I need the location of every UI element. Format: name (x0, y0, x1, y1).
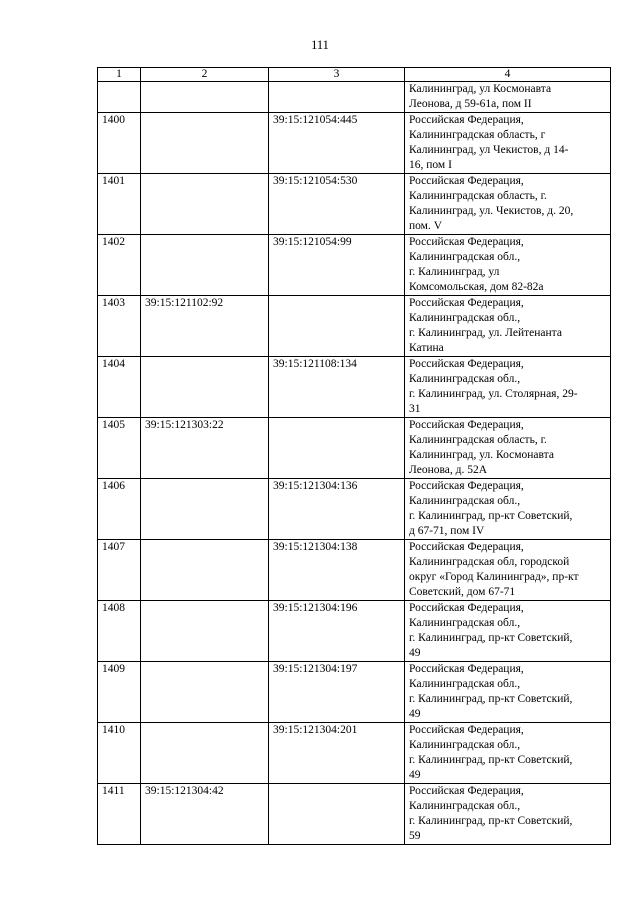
row-number-cell: 1403 (98, 296, 141, 357)
address-cell (405, 357, 611, 418)
address-line: г. Калининград, пр-кт Советский, (409, 632, 573, 644)
address-line: Калининградская обл., (409, 312, 521, 324)
row-number-cell: 1407 (98, 540, 141, 601)
address-line: Российская Федерация, (409, 419, 524, 431)
address-line: г. Калининград, ул. Столярная, 29- (409, 388, 578, 400)
cadastral-number-cell (141, 235, 269, 296)
cadastral-number-cell (269, 82, 405, 113)
cadastral-number-cell (141, 357, 269, 418)
cadastral-number-cell: 39:15:121303:22 (141, 418, 269, 479)
address-line: г. Калининград, ул. Лейтенанта (409, 327, 562, 339)
cadastral-number-cell: 39:15:121304:197 (269, 662, 405, 723)
address-cell (405, 418, 611, 479)
cadastral-number-cell: 39:15:121304:196 (269, 601, 405, 662)
table-row (98, 723, 611, 784)
address-line: Калининградская обл., (409, 373, 521, 385)
cadastral-number-cell (141, 113, 269, 174)
address-cell (405, 662, 611, 723)
address-line: 49 (409, 769, 421, 781)
table-row (98, 601, 611, 662)
row-number-cell: 1408 (98, 601, 141, 662)
cadastral-number-cell: 39:15:121304:136 (269, 479, 405, 540)
column-header-1: 1 (98, 68, 141, 82)
row-number-cell: 1401 (98, 174, 141, 235)
address-line: 31 (409, 403, 421, 415)
address-line: Калининградская обл., (409, 800, 521, 812)
address-line: г. Калининград, пр-кт Советский, (409, 693, 573, 705)
table-row (98, 662, 611, 723)
address-line: Российская Федерация, (409, 541, 524, 553)
address-line: 16, пом I (409, 159, 452, 171)
table-row (98, 174, 611, 235)
row-number-cell: 1402 (98, 235, 141, 296)
address-line: округ «Город Калининград», пр-кт (409, 571, 579, 583)
table-row (98, 296, 611, 357)
address-line: Комсомольская, дом 82-82а (409, 281, 544, 293)
cadastral-number-cell: 39:15:121054:445 (269, 113, 405, 174)
cadastral-number-cell (269, 784, 405, 845)
column-header-4: 4 (405, 68, 611, 82)
address-line: Леонова, д 59-61а, пом II (409, 98, 532, 110)
address-line: Российская Федерация, (409, 724, 524, 736)
row-number-cell: 1411 (98, 784, 141, 845)
cadastral-number-cell (141, 82, 269, 113)
cadastral-number-cell (141, 540, 269, 601)
address-line: 49 (409, 708, 421, 720)
cadastral-number-cell: 39:15:121054:99 (269, 235, 405, 296)
address-line: Российская Федерация, (409, 358, 524, 370)
address-cell (405, 113, 611, 174)
address-line: Калининград, ул. Чекистов, д. 20, (409, 205, 574, 217)
address-line: пом. V (409, 220, 443, 232)
address-line: Калининградская обл, городской (409, 556, 570, 568)
table-row (98, 784, 611, 845)
address-line: Российская Федерация, (409, 236, 524, 248)
address-line: Российская Федерация, (409, 297, 524, 309)
address-line: 59 (409, 830, 421, 842)
address-line: Российская Федерация, (409, 175, 524, 187)
address-line: г. Калининград, ул (409, 266, 500, 278)
address-line: Леонова, д. 52А (409, 464, 488, 476)
address-line: Катина (409, 342, 444, 354)
row-number-cell: 1409 (98, 662, 141, 723)
address-cell (405, 479, 611, 540)
address-line: Калининградская область, г. (409, 190, 547, 202)
table-body (98, 82, 611, 845)
row-number-cell: 1400 (98, 113, 141, 174)
address-line: Калининград, ул Космонавта (409, 83, 552, 95)
address-line: Российская Федерация, (409, 114, 524, 126)
address-line: Калининградская область, г. (409, 434, 547, 446)
address-cell (405, 174, 611, 235)
address-line: г. Калининград, пр-кт Советский, (409, 510, 573, 522)
address-line: д 67-71, пом IV (409, 525, 485, 537)
page-number: 111 (311, 38, 329, 52)
column-header-2: 2 (141, 68, 269, 82)
row-number-cell: 1405 (98, 418, 141, 479)
address-cell (405, 296, 611, 357)
address-line: Калининград, ул. Космонавта (409, 449, 554, 461)
cadastral-number-cell: 39:15:121054:530 (269, 174, 405, 235)
row-number-cell: 1410 (98, 723, 141, 784)
cadastral-number-cell: 39:15:121108:134 (269, 357, 405, 418)
row-number-cell: 1406 (98, 479, 141, 540)
address-line: Калининград, ул Чекистов, д 14- (409, 144, 569, 156)
address-line: Российская Федерация, (409, 663, 524, 675)
column-header-3: 3 (269, 68, 405, 82)
cadastral-number-cell (141, 662, 269, 723)
address-line: Российская Федерация, (409, 785, 524, 797)
cadastral-number-cell (141, 723, 269, 784)
table-row (98, 540, 611, 601)
table-row (98, 113, 611, 174)
address-line: Калининградская область, г (409, 129, 546, 141)
cadastral-number-cell: 39:15:121304:138 (269, 540, 405, 601)
table-row (98, 479, 611, 540)
address-cell (405, 601, 611, 662)
cadastral-number-cell (269, 418, 405, 479)
table-row (98, 357, 611, 418)
address-line: Калининградская обл., (409, 495, 521, 507)
address-line: 49 (409, 647, 421, 659)
address-line: г. Калининград, пр-кт Советский, (409, 815, 573, 827)
address-cell (405, 82, 611, 113)
address-line: Российская Федерация, (409, 480, 524, 492)
table-row (98, 418, 611, 479)
cadastral-number-cell: 39:15:121304:42 (141, 784, 269, 845)
cadastral-number-cell (269, 296, 405, 357)
cadastral-number-cell (141, 601, 269, 662)
table-header-row (98, 68, 611, 82)
property-registry-table (97, 67, 611, 845)
cadastral-number-cell (141, 174, 269, 235)
cadastral-number-cell: 39:15:121102:92 (141, 296, 269, 357)
row-number-cell: 1404 (98, 357, 141, 418)
address-cell (405, 784, 611, 845)
address-line: Российская Федерация, (409, 602, 524, 614)
address-line: Советский, дом 67-71 (409, 586, 516, 598)
address-line: Калининградская обл., (409, 678, 521, 690)
address-cell (405, 723, 611, 784)
cadastral-number-cell: 39:15:121304:201 (269, 723, 405, 784)
table-row (98, 235, 611, 296)
table-row (98, 82, 611, 113)
address-line: Калининградская обл., (409, 251, 521, 263)
address-line: г. Калининград, пр-кт Советский, (409, 754, 573, 766)
address-cell (405, 235, 611, 296)
address-cell (405, 540, 611, 601)
cadastral-number-cell (141, 479, 269, 540)
address-line: Калининградская обл., (409, 739, 521, 751)
address-line: Калининградская обл., (409, 617, 521, 629)
row-number-cell (98, 82, 141, 113)
